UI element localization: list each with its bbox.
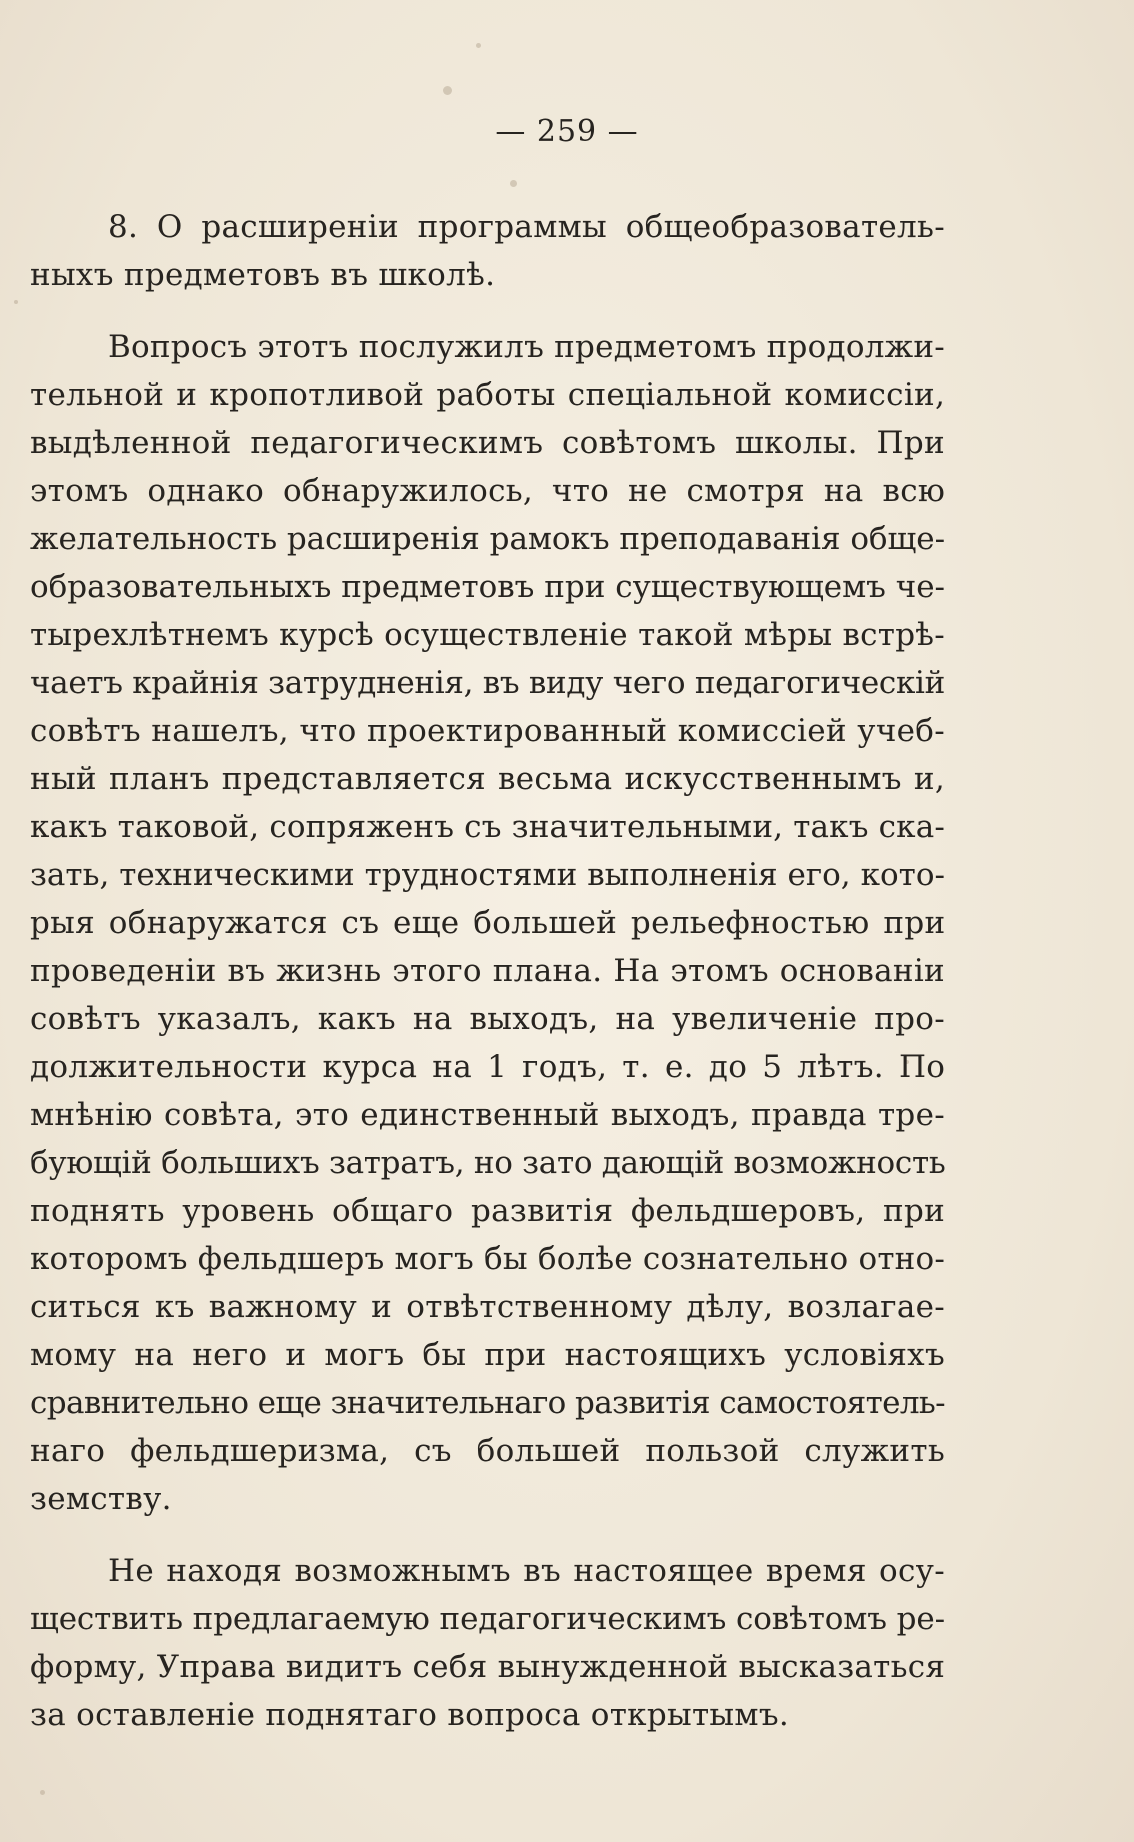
text-line: ществить предлагаемую педагогическимъ совѣтомъ ре- — [30, 1601, 945, 1637]
section-heading — [30, 203, 945, 299]
text-line: тырехлѣтнемъ курсѣ осуществленіе такой мѣры встрѣ- — [30, 617, 945, 653]
text-line: за оставленіе поднятаго вопроса открытымъ. — [30, 1697, 789, 1733]
text-line: должительности курса на 1 годъ, т. е. до 5 лѣтъ. По — [30, 1049, 946, 1085]
text-line: тельной и кропотливой работы спеціальной комиссіи, — [30, 377, 946, 413]
paper-spot — [14, 300, 18, 304]
text-line: мому на него и могъ бы при настоящихъ условіяхъ — [30, 1337, 945, 1373]
text-line: проведеніи въ жизнь этого плана. На этомъ основаніи — [30, 953, 945, 989]
text-line: рыя обнаружатся съ еще большей рельефностью при — [30, 905, 946, 941]
text-line: ный планъ представляется весьма искусственнымъ и, — [30, 761, 945, 797]
text-line: ныхъ предметовъ въ школѣ. — [30, 257, 496, 293]
text-line: зать, техническими трудностями выполненія его, кото- — [30, 857, 945, 893]
text-line: которомъ фельдшеръ могъ бы болѣе сознательно отно- — [30, 1241, 945, 1277]
text-line: поднять уровень общаго развитія фельдшеровъ, при — [30, 1193, 946, 1229]
page-number: — 259 — — [495, 114, 639, 149]
text-line: совѣтъ указалъ, какъ на выходъ, на увеличеніе про- — [30, 1001, 945, 1037]
text-line: бующій большихъ затратъ, но зато дающій возможность — [30, 1145, 946, 1181]
text-line: чаетъ крайнія затрудненія, въ виду чего педагогическій — [30, 665, 945, 701]
text-line: 8. О расширеніи программы общеобразователь- — [108, 209, 945, 245]
text-line: сравнительно еще значительнаго развитія самостоятель- — [30, 1385, 945, 1421]
text-line: желательность расширенія рамокъ преподаванія обще- — [30, 521, 945, 557]
text-line: совѣтъ нашелъ, что проектированный комиссіей учеб- — [30, 713, 945, 749]
text-line: какъ таковой, сопряженъ съ значительными, такъ ска- — [30, 809, 945, 845]
text-line: Вопросъ этотъ послужилъ предметомъ продолжи- — [108, 329, 945, 365]
paper-spot — [510, 180, 517, 187]
paper-spot — [443, 86, 452, 95]
text-line: земству. — [30, 1481, 172, 1517]
text-line: Не находя возможнымъ въ настоящее время осу- — [108, 1553, 945, 1589]
paragraph-2 — [30, 1547, 945, 1739]
text-line: ситься къ важному и отвѣтственному дѣлу, возлагае- — [30, 1289, 946, 1325]
text-line: образовательныхъ предметовъ при существующемъ че- — [30, 569, 945, 605]
paper-spot — [476, 43, 481, 48]
text-line: форму, Управа видитъ себя вынужденной высказаться — [30, 1649, 946, 1685]
text-line: мнѣнію совѣта, это единственный выходъ, правда тре- — [30, 1097, 945, 1133]
body-text — [30, 203, 945, 1763]
paper-spot — [40, 1790, 45, 1795]
text-line: наго фельдшеризма, съ большей пользой служить — [30, 1433, 945, 1469]
text-line: выдѣленной педагогическимъ совѣтомъ школы. При — [30, 425, 945, 461]
paragraph-1 — [30, 323, 945, 1523]
text-line: этомъ однако обнаружилось, что не смотря на всю — [30, 473, 946, 509]
